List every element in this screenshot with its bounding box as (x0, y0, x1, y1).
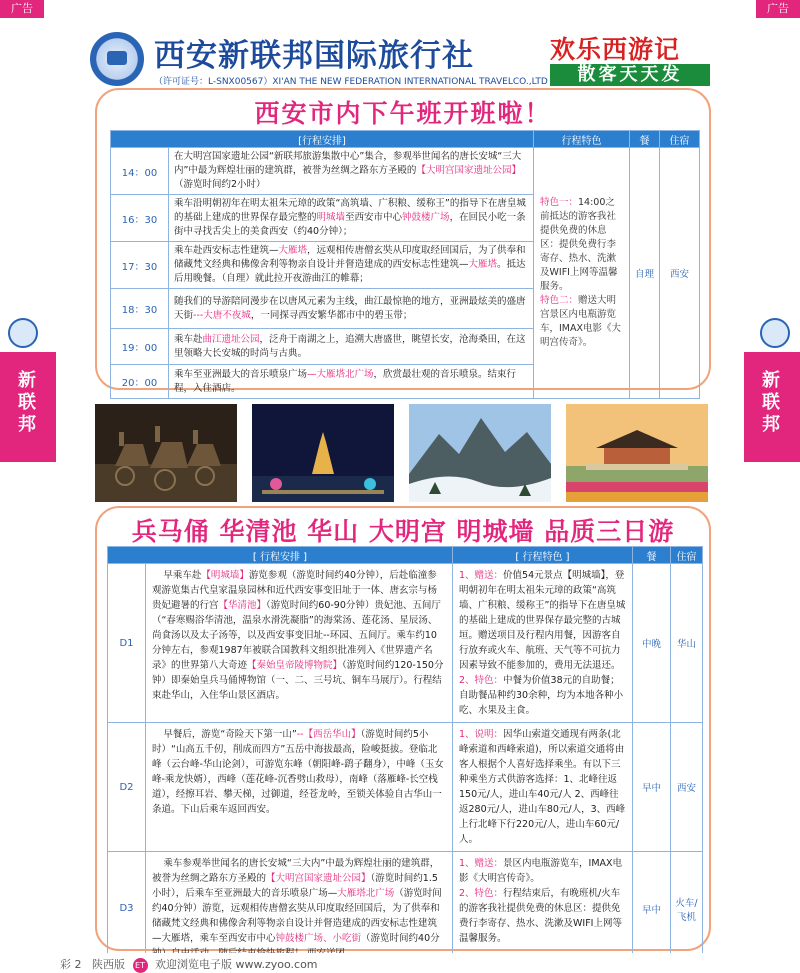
section1-title: 西安市内下午班开班啦！ (254, 99, 552, 128)
side-char: 新 (18, 370, 38, 391)
highlight: --【西岳华山】 (296, 729, 361, 740)
section2-title: 兵马俑 华清池 华山 大明宫 明城墙 品质三日游 (131, 517, 675, 546)
ad-corner-left: 广告 (0, 0, 44, 18)
page-number: 彩 2 (60, 958, 82, 971)
meal-cell: 早中 (633, 852, 671, 966)
text: 游览参观（游览时间约40分钟），后赴临潼参观游览集古代皇家温泉园林和近代西安事变旧址于一体、唐玄宗与杨贵妃避暑的行宫 (152, 570, 438, 611)
schedule-cell (169, 148, 534, 195)
logo-icon-right (760, 318, 790, 348)
feature-label: 2、特色： (459, 888, 504, 899)
side-char: 邦 (18, 414, 38, 435)
et-badge-icon: ET (133, 958, 148, 973)
text: （游览时间约2小时） (174, 179, 266, 190)
day-features-cell (453, 564, 633, 723)
schedule-cell (169, 242, 534, 289)
mount-hua-photo (409, 404, 551, 502)
highlight: 大雁塔 (278, 245, 308, 256)
terracotta-warriors-photo (95, 404, 237, 502)
feature-text: 价值54元景点【明城墙】，登明朝初年在明太祖朱元璋的政策“高筑墙、广积粮、缓称王”的指导下在唐皇城的基础上建成的世界保存最完整的古城垣。赠送项目及行程内用餐，因游客自行放弃或火车、航班、天气等不可抗力因素导致不能参加的，费用无法退还。 (459, 570, 626, 671)
schedule-cell (169, 365, 534, 399)
section1-table (110, 130, 700, 399)
side-char: 新 (762, 370, 782, 391)
col-header-features: 行程特色 (534, 131, 630, 148)
photo-strip (95, 404, 711, 502)
meal-cell: 中晚 (633, 564, 671, 723)
day-schedule-cell (146, 852, 453, 966)
feature-text: 中餐为价值38元的自助餐；自助餐品种约30余种，均为本地各种小吃、水果及主食。 (459, 675, 624, 716)
header (90, 30, 720, 88)
logo-icon-left (8, 318, 38, 348)
footer-link[interactable]: 欢迎浏览电子版 www.zyoo.com (155, 958, 318, 971)
time-cell: 20：00 (111, 365, 169, 399)
feature-label: 2、特色： (459, 675, 504, 686)
feature-label: 特色一： (540, 197, 579, 208)
day-cell: D2 (108, 723, 146, 852)
time-cell: 17：30 (111, 242, 169, 289)
license-line: （许可证号：L-SNX00567）XI'AN THE NEW FEDERATION INTERNATIONAL TRAVELCO.,LTD (154, 77, 548, 87)
schedule-cell (169, 195, 534, 242)
text: 乘车至亚洲最大的音乐喷泉广场 (174, 368, 308, 380)
text: ，远观相传唐僧玄奘从印度取经回国后，为了供奉和储藏梵文经典和佛像舍利等物亲自设计并督造建成的西安标志性建筑— (174, 245, 526, 270)
col-header-hotel: 住宿 (660, 131, 700, 148)
highlight: 【明城墙】 (201, 570, 249, 581)
highlight: 钟鼓楼广场、小吃街 (275, 933, 362, 944)
time-cell: 18：30 (111, 289, 169, 329)
feature-label: 1、赠送： (459, 858, 504, 869)
feature-text: 赠送大明宫景区内电瓶游览车，IMAX电影《大明宫传奇》。 (540, 295, 622, 348)
day-schedule-cell (146, 564, 453, 723)
text: （游览时间约5小时）“山高五千仞，削成而四方”五岳中海拔最高，险峻挺拔。登临北峰（云台峰-华山论剑），可游览东峰（朝阳峰-鹞子翻身），中峰（玉女峰-乘龙快婿），西峰（莲花峰-沉香劈山救母），南峰（落雁峰-长空栈道），经擦耳岩、攀天梯，过御道，经苍龙岭，至锁关体验自古华山一条道。下山后乘车返回西安。 (152, 729, 444, 815)
section2-table (107, 546, 703, 966)
slogan: 欢乐西游记 (550, 35, 681, 64)
highlight: ---大唐不夜城 (193, 309, 251, 321)
company-name: 西安新联邦国际旅行社 (154, 38, 474, 74)
highlight: 【秦始皇帝陵博物院】 (247, 660, 343, 671)
time-cell: 14：00 (111, 148, 169, 195)
section-city-afternoon (95, 88, 711, 394)
day-cell: D1 (108, 564, 146, 723)
hotel-cell: 火车/飞机 (671, 852, 703, 966)
time-cell: 16：30 (111, 195, 169, 242)
text: （游览时间约1.5小时），后乘车至亚洲最大的音乐喷泉广场— (152, 873, 438, 899)
side-char: 邦 (762, 414, 782, 435)
feature-label: 特色二： (540, 295, 579, 306)
ad-corner-right: 广告 (756, 0, 800, 18)
schedule-cell (169, 289, 534, 329)
text: （游览时间约60-90分钟）贵妃池、五间厅（“春寒赐浴华清池，温泉水滑洗凝脂”的海棠汤、莲花汤、星辰汤、尚食汤以及太子汤等，以及西安事变旧址--环园、五间厅。乘车约10分钟左右，参观1987年被联合国教科文组织批准列入《世界遗产名录》的世界第八大奇迹 (152, 600, 441, 671)
side-tab-left (0, 352, 56, 462)
highlight: 大雁塔 (468, 259, 498, 270)
col-header-schedule: [ 行程安排 ] (108, 547, 453, 564)
hotel-cell: 华山 (671, 564, 703, 723)
day-features-cell (453, 723, 633, 852)
day-cell: D3 (108, 852, 146, 966)
text: 早乘车赴 (163, 570, 202, 581)
highlight: 曲江遗址公园 (202, 333, 260, 345)
section-three-day-tour (95, 506, 711, 951)
hotel-cell: 西安 (671, 723, 703, 852)
feature-label: 1、赠送： (459, 570, 504, 581)
side-char: 联 (18, 392, 38, 413)
feature-text: 因华山索道交通现有两条(北峰索道和西峰索道)，所以索道交通将由客人根据个人喜好选择乘坐。有以下三种乘坐方式供游客选择：1、北峰往返150元/人，进山车40元/人 2、西峰往返280元/人，进山车80元/人，3、西峰上行北峰下行220元/人，进山车60元/人。 (459, 729, 626, 845)
day-schedule-cell (146, 723, 453, 852)
text: （游览时间约120-150分钟）即秦始皇兵马俑博物馆（一、二、三号坑、铜车马展厅）。行程结束赴华山，入住华山景区酒店。 (152, 660, 444, 701)
text: 乘车赴西安标志性建筑— (174, 245, 279, 256)
side-tab-right (744, 352, 800, 462)
company-logo-icon (90, 32, 144, 86)
text: （游览时间约40分 (361, 933, 440, 944)
highlight: 【大明宫国家遗址公园】 (266, 873, 371, 884)
hotel-cell: 西安 (660, 148, 700, 399)
text: 在大明宫国家遗址公园“新联邦旅游集散中心”集合，参观举世闻名的唐长安城“三大内”中最为辉煌壮丽的建筑群，被誉为丝绸之路东方圣殿的 (174, 151, 522, 176)
feature-label: 1、说明： (459, 729, 504, 740)
feature-text: 景区内电瓶游览车，IMAX电影《大明宫传奇》。 (459, 858, 623, 884)
highlight: 明城墙 (316, 212, 346, 223)
daily-banner: 散客天天发 (550, 64, 710, 86)
col-header-features: [ 行程特色 ] (453, 547, 633, 564)
text: 早餐后，游览“奇险天下第一山” (163, 729, 297, 740)
side-char: 联 (762, 392, 782, 413)
highlight: 钟鼓楼广场 (402, 212, 450, 223)
feature-text: 行程结束后，有晚班机/火车的游客我社提供免费的休息区：提供免费行李寄存、热水、洗漱及WIFI上网等温馨服务。 (459, 888, 622, 944)
text: 乘车赴 (174, 333, 203, 345)
big-wild-goose-pagoda-photo (252, 404, 394, 502)
text: 至西安市中心 (345, 212, 403, 223)
text: （游览时间约40分钟）游览，远观相传唐僧玄奘从印度取经回国后，为了供奉和储藏梵文经典和佛像舍利等物亲自设计并督造建成的西安标志性建筑—大雁塔，乘车至西安市中心 (152, 888, 442, 944)
daming-palace-photo (566, 404, 708, 502)
highlight: 【华清池】 (218, 600, 267, 611)
schedule-cell (169, 329, 534, 365)
text: ，一同探寻西安繁华都市中的碧玉带； (250, 309, 413, 321)
text: 乘车沿明朝初年在明太祖朱元璋的政策“高筑墙、广积粮、缓称王”的指导下在唐皇城的基础上建成的世界保存最完整的 (174, 198, 526, 223)
highlight: 【大明宫国家遗址公园】 (416, 165, 521, 176)
text: 随我们的导游陪同漫步在以唐风元素为主线，曲江最惊艳的地方，亚洲最炫美的盛唐天街 (174, 295, 526, 321)
time-cell: 19：00 (111, 329, 169, 365)
col-header-hotel: 住宿 (671, 547, 703, 564)
highlight: —大雁塔北广场 (307, 368, 374, 380)
col-header-schedule: [行程安排] (111, 131, 534, 148)
col-header-meal: 餐 (633, 547, 671, 564)
feature-text: 14:00之前抵达的游客我社提供免费的休息区：提供免费行李寄存、热水、洗漱及WIFI上网等温馨服务。 (540, 197, 618, 292)
col-header-meal: 餐 (630, 131, 660, 148)
text: ，在回民小吃一条街中寻找舌尖上的美食西安（约40分钟）； (174, 212, 526, 237)
day-features-cell (453, 852, 633, 966)
text: ，泛舟于南湖之上，追溯大唐盛世，眺望长安，沧海桑田，在这里领略大长安城的时尚与古典。 (174, 333, 526, 359)
meal-cell: 早中 (633, 723, 671, 852)
text: 。抵达后用晚餐。（自理）就此拉开夜游曲江的帷幕； (174, 259, 526, 284)
text: ，欣赏最壮观的音乐喷泉。结束行程，入住酒店。 (174, 368, 517, 394)
footer (0, 953, 800, 972)
features-cell (534, 148, 630, 399)
edition: 陕西版 (92, 958, 125, 971)
text: 乘车参观举世闻名的唐长安城“三大内”中最为辉煌壮丽的建筑群，被誉为丝绸之路东方圣殿的 (152, 858, 440, 884)
highlight: 大雁塔北广场 (337, 888, 395, 899)
meal-cell: 自理 (630, 148, 660, 399)
